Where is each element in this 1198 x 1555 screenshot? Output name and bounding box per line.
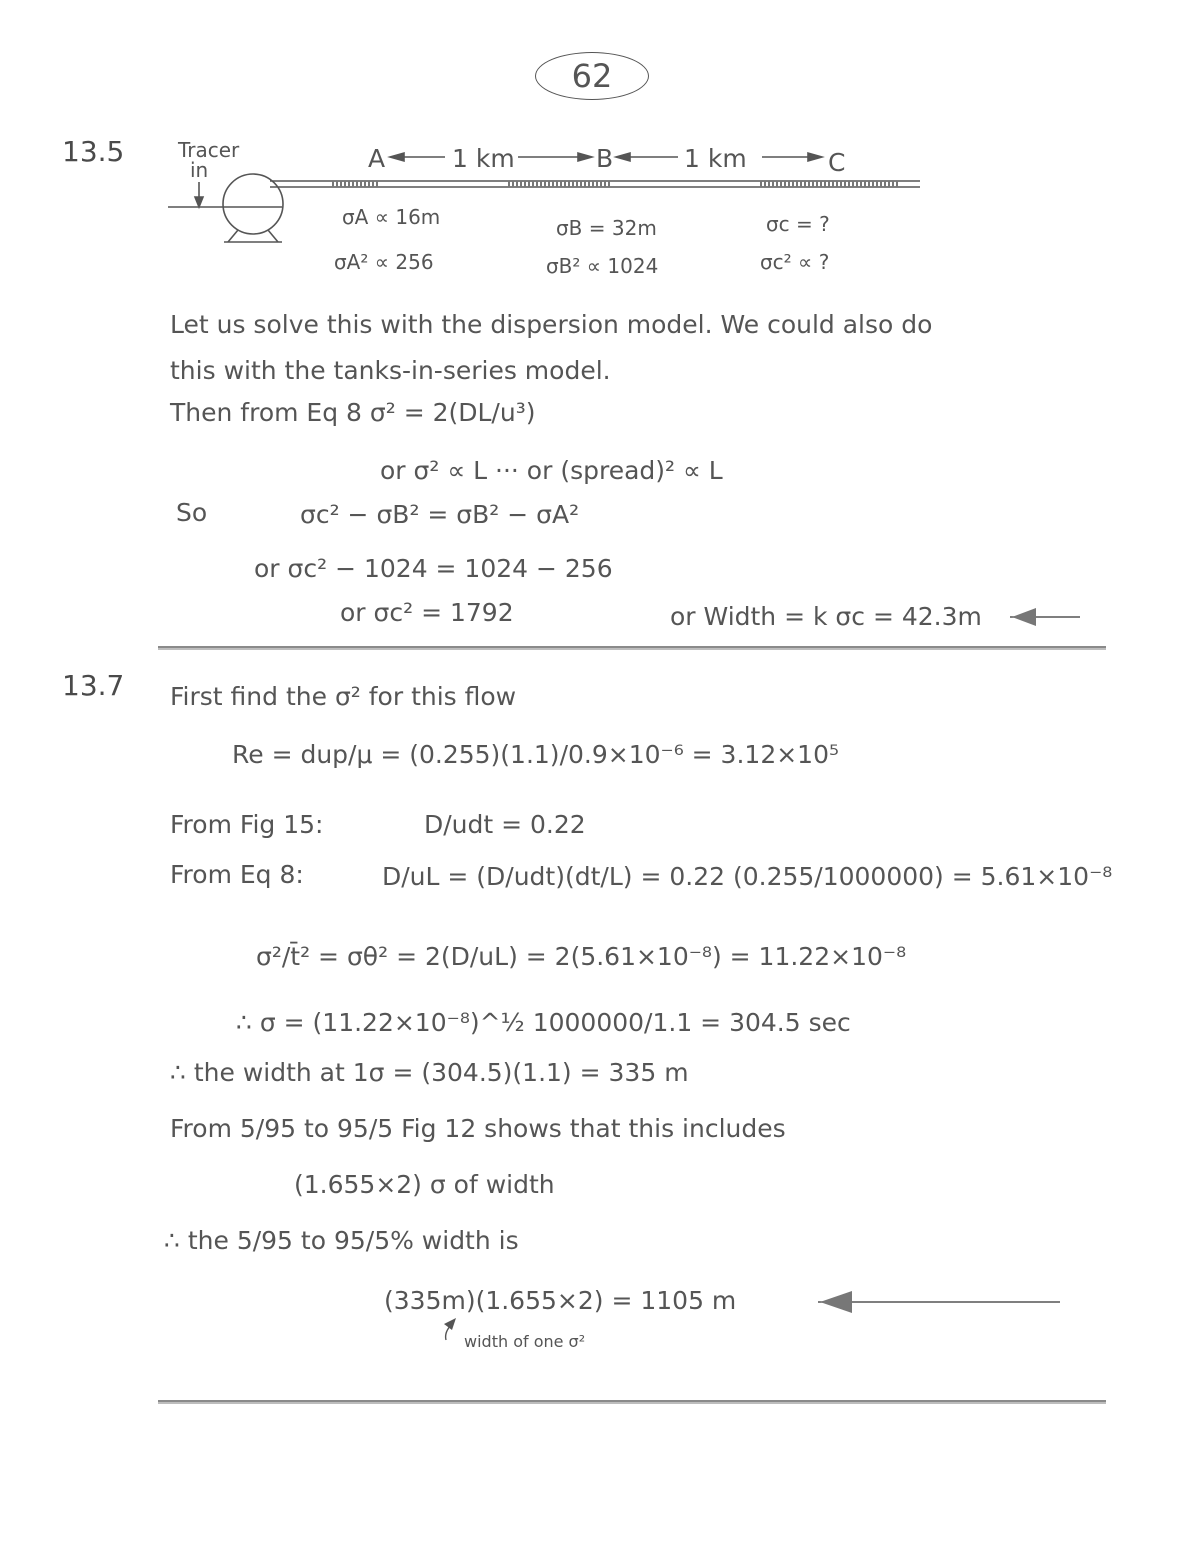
line-result-13-7: (335m)(1.655×2) = 1105 m bbox=[384, 1286, 737, 1315]
point-a-label: A bbox=[368, 144, 386, 173]
line-sigma-theta: σ²/t̄² = σθ² = 2(D/uL) = 2(5.61×10⁻⁸) = 11.22×10⁻⁸ bbox=[256, 942, 907, 971]
so-label: So bbox=[176, 498, 208, 527]
distance-bc-label: 1 km bbox=[684, 144, 747, 173]
point-c-label: C bbox=[828, 148, 846, 177]
section-divider-2 bbox=[158, 1400, 1106, 1404]
text-line-2: this with the tanks-in-series model. bbox=[170, 356, 611, 385]
annotation-width-one-sigma: width of one σ² bbox=[464, 1332, 586, 1351]
line-eq-8: D/uL = (D/udt)(dt/L) = 0.22 (0.255/1000000) = 5.61×10⁻⁸ bbox=[382, 862, 1113, 891]
text-line-1: Let us solve this with the dispersion model. We could also do bbox=[170, 310, 933, 339]
line-therefore: ∴ the 5/95 to 95/5% width is bbox=[164, 1226, 519, 1255]
result-arrowhead-13-7 bbox=[820, 1291, 852, 1313]
equation-difference: σc² − σB² = σB² − σA² bbox=[300, 500, 580, 529]
annotation-pointer-head bbox=[444, 1318, 456, 1330]
line-reynolds: Re = dup/μ = (0.255)(1.1)/0.9×10⁻⁶ = 3.12×10⁵ bbox=[232, 740, 840, 769]
tracer-in-label: in bbox=[190, 158, 209, 182]
line-sigma: ∴ σ = (11.22×10⁻⁸)^½ 1000000/1.1 = 304.5 sec bbox=[236, 1008, 851, 1037]
tracer-label: Tracer bbox=[178, 138, 240, 162]
result-width-13-5: or Width = k σc = 42.3m bbox=[670, 602, 982, 631]
sigma-a-squared: σA² ∝ 256 bbox=[334, 250, 434, 274]
sigma-c-squared: σc² ∝ ? bbox=[760, 250, 830, 274]
problem-number-13-7: 13.7 bbox=[62, 669, 125, 702]
equation-substituted: or σc² − 1024 = 1024 − 256 bbox=[254, 554, 613, 583]
sigma-b: σB = 32m bbox=[556, 216, 657, 240]
sigma-b-squared: σB² ∝ 1024 bbox=[546, 254, 659, 278]
page-number: 62 bbox=[535, 52, 649, 100]
line-fig-15: D/udt = 0.22 bbox=[424, 810, 586, 839]
line-fig-12: From 5/95 to 95/5 Fig 12 shows that this includes bbox=[170, 1114, 786, 1143]
text-line-3: Then from Eq 8 σ² = 2(DL/u³) bbox=[170, 398, 536, 427]
sigma-a: σA ∝ 16m bbox=[342, 205, 441, 229]
equation-proportional: or σ² ∝ L ··· or (spread)² ∝ L bbox=[380, 456, 723, 485]
line-width-1-sigma: ∴ the width at 1σ = (304.5)(1.1) = 335 m bbox=[170, 1058, 689, 1087]
from-eq-8-label: From Eq 8: bbox=[170, 860, 304, 889]
sigma-c: σc = ? bbox=[766, 212, 830, 236]
from-fig-15-label: From Fig 15: bbox=[170, 810, 324, 839]
line-first-find: First find the σ² for this flow bbox=[170, 682, 517, 711]
point-b-label: B bbox=[596, 144, 614, 173]
equation-sigma-c-squared: or σc² = 1792 bbox=[340, 598, 514, 627]
problem-number-13-5: 13.5 bbox=[62, 135, 125, 168]
line-factor: (1.655×2) σ of width bbox=[294, 1170, 555, 1199]
distance-ab-label: 1 km bbox=[452, 144, 515, 173]
